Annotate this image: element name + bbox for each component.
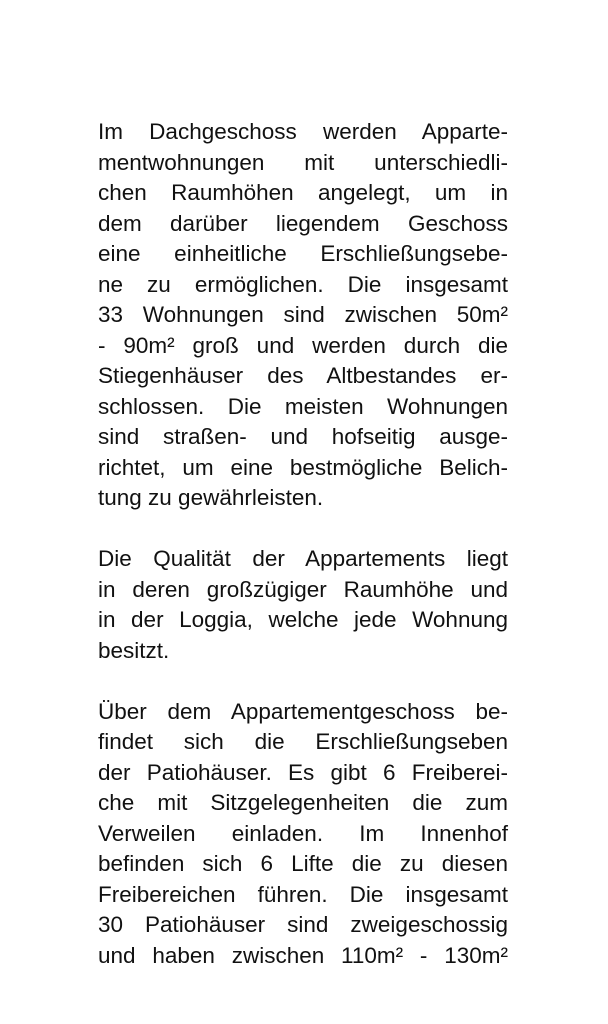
text-line: richtet, um eine bestmögliche Belich- <box>98 454 508 480</box>
text-line: und haben zwischen 110m² - 130m² <box>98 942 508 968</box>
text-line: sind straßen- und hofseitig ausge- <box>98 424 508 449</box>
paragraph-spacer <box>98 514 508 545</box>
text-line: che mit Sitzgelegenheiten die zum <box>98 790 508 815</box>
text-line: besitzt. <box>98 637 170 663</box>
text-line: 30 Patiohäuser sind zweigeschossig <box>98 912 508 937</box>
text-line: Stiegenhäuser des Altbestandes er- <box>98 363 508 388</box>
text-line: findet sich die Erschließungseben <box>98 729 508 754</box>
text-line: Die Qualität der Appartements liegt <box>98 546 508 571</box>
paragraph-patiohaeuser <box>98 697 508 972</box>
text-line: Verweilen einladen. Im Innenhof <box>98 820 508 846</box>
text-line: in deren großzügiger Raumhöhe und <box>98 576 508 602</box>
text-line: chen Raumhöhen angelegt, um in <box>98 180 508 205</box>
text-line: - 90m² groß und werden durch die <box>98 332 508 358</box>
text-line: tung zu gewährleisten. <box>98 485 324 510</box>
document-page <box>98 117 508 971</box>
text-line: der Patiohäuser. Es gibt 6 Freiberei- <box>98 759 508 785</box>
text-line: befinden sich 6 Lifte die zu diesen <box>98 851 508 876</box>
paragraph-dachgeschoss <box>98 117 508 514</box>
paragraph-qualitaet <box>98 544 508 666</box>
text-line: mentwohnungen mit unterschiedli- <box>98 149 508 175</box>
paragraph-spacer <box>98 666 508 697</box>
text-line: eine einheitliche Erschließungsebe- <box>98 241 508 266</box>
text-line: dem darüber liegendem Geschoss <box>98 210 508 236</box>
text-line: 33 Wohnungen sind zwischen 50m² <box>98 302 508 327</box>
text-line: Freibereichen führen. Die insgesamt <box>98 881 508 907</box>
text-line: Im Dachgeschoss werden Apparte- <box>98 119 508 144</box>
text-line: schlossen. Die meisten Wohnungen <box>98 393 508 419</box>
text-line: Über dem Appartementgeschoss be- <box>98 698 508 724</box>
text-line: ne zu ermöglichen. Die insgesamt <box>98 271 508 297</box>
text-line: in der Loggia, welche jede Wohnung <box>98 607 508 632</box>
